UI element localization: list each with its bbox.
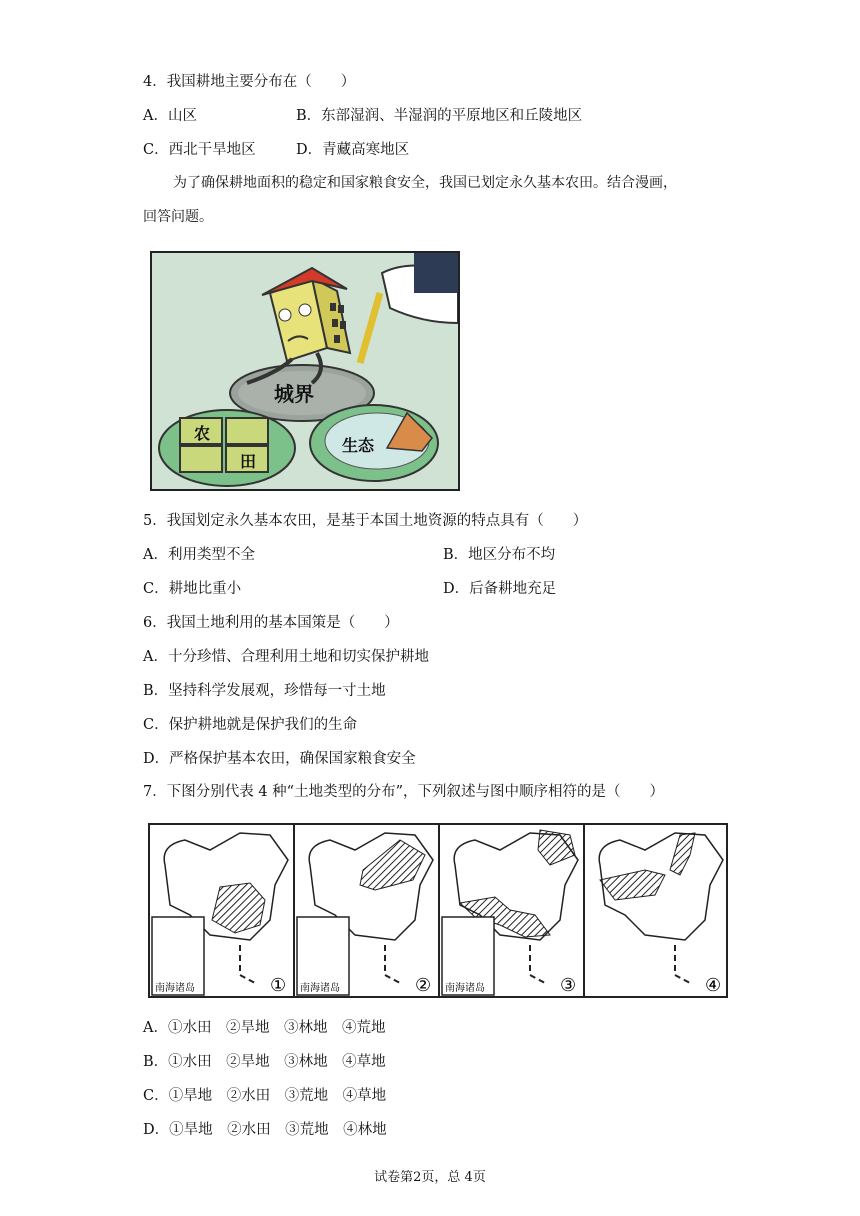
cartoon-drawing xyxy=(152,253,458,489)
page-footer: 试卷第2页，总 4页 xyxy=(374,1170,486,1185)
passage-line-2: 回答问题。 xyxy=(143,209,213,225)
q6-option-d: D．严格保护基本农田，确保国家粮食安全 xyxy=(143,751,416,767)
map-3-number: ③ xyxy=(560,975,577,996)
map-panel-1 xyxy=(150,825,295,996)
label-city: 城界 xyxy=(274,382,314,406)
q4-stem: 4．我国耕地主要分布在（ ） xyxy=(143,74,356,90)
q4-option-d: D．青藏高寒地区 xyxy=(296,142,410,158)
passage-line-1: 为了确保耕地面积的稳定和国家粮食安全，我国已划定永久基本农田。结合漫画， xyxy=(173,175,677,191)
q6-stem: 6．我国土地利用的基本国策是（ ） xyxy=(143,615,399,631)
china-map-4 xyxy=(585,825,728,996)
q5-option-d: D．后备耕地充足 xyxy=(443,581,557,597)
q5-option-c: C．耕地比重小 xyxy=(143,581,242,597)
q7-stem: 7．下图分别代表 4 种“土地类型的分布”，下列叙述与图中顺序相符的是（ ） xyxy=(143,784,664,800)
map-2-inset-label: 南海诸岛 xyxy=(300,983,340,994)
label-ecology: 生态 xyxy=(342,436,375,455)
q7-option-a: A．①水田 ②旱地 ③林地 ④荒地 xyxy=(143,1020,386,1036)
label-farmland-1: 农 xyxy=(194,424,211,443)
map-2-number: ② xyxy=(415,975,432,996)
q6-option-c: C．保护耕地就是保护我们的生命 xyxy=(143,717,358,733)
q5-option-a: A．利用类型不全 xyxy=(143,547,255,563)
map-1-inset-label: 南海诸岛 xyxy=(155,983,195,994)
q4-option-b: B．东部湿润、半湿润的平原地区和丘陵地区 xyxy=(296,108,583,124)
q4-option-c: C．西北干旱地区 xyxy=(143,142,256,158)
q7-option-b: B．①水田 ②旱地 ③林地 ④草地 xyxy=(143,1054,386,1070)
reading-passage xyxy=(143,166,728,234)
q6-option-a: A．十分珍惜、合理利用土地和切实保护耕地 xyxy=(143,649,429,665)
label-farmland-2: 田 xyxy=(240,452,257,471)
china-map-3 xyxy=(440,825,583,996)
cartoon-illustration xyxy=(150,251,460,491)
china-map-1 xyxy=(150,825,293,996)
q7-option-c: C．①旱地 ②水田 ③荒地 ④草地 xyxy=(143,1088,387,1104)
q7-option-d: D．①旱地 ②水田 ③荒地 ④林地 xyxy=(143,1122,387,1138)
map-3-inset-label: 南海诸岛 xyxy=(445,983,485,994)
q4-option-a: A．山区 xyxy=(143,108,197,124)
q6-option-b: B．坚持科学发展观，珍惜每一寸土地 xyxy=(143,683,386,699)
q5-option-b: B．地区分布不均 xyxy=(443,547,556,563)
map-panel-3 xyxy=(440,825,585,996)
map-1-number: ① xyxy=(270,975,287,996)
map-panel-2 xyxy=(295,825,440,996)
map-panel-4 xyxy=(585,825,728,996)
land-type-map-strip xyxy=(148,823,728,998)
map-4-number: ④ xyxy=(705,975,722,996)
q5-stem: 5．我国划定永久基本农田，是基于本国土地资源的特点具有（ ） xyxy=(143,513,588,529)
china-map-2 xyxy=(295,825,438,996)
